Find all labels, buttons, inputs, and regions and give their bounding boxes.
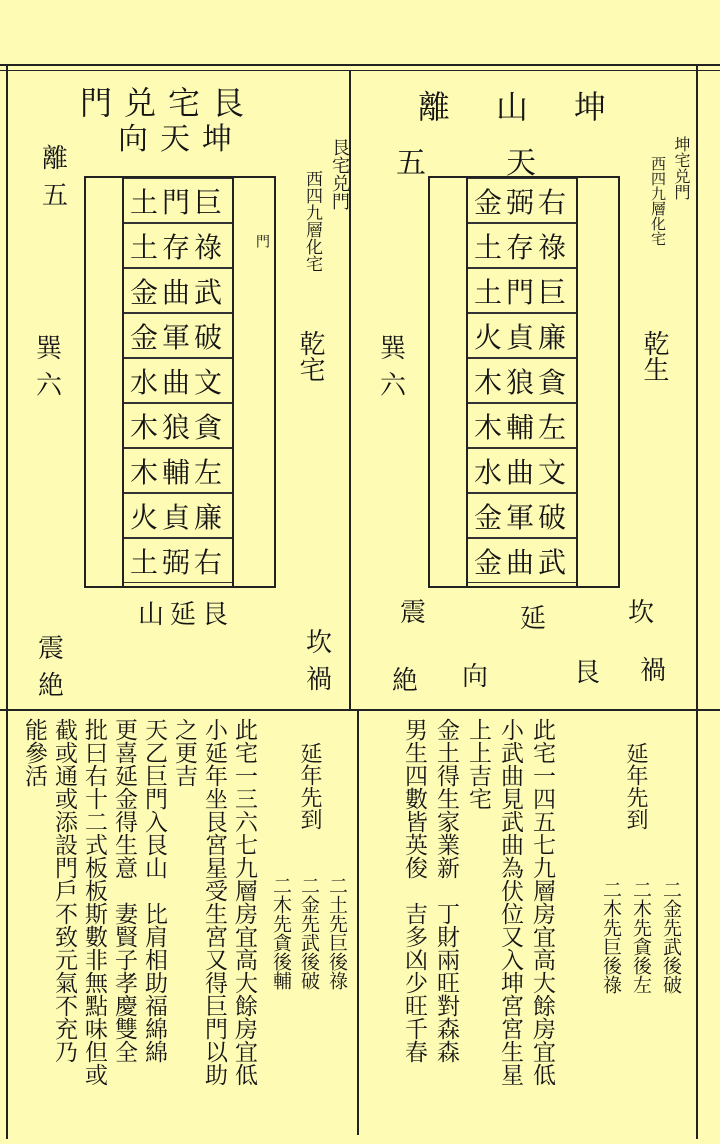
star-label: 文曲水 <box>473 455 570 489</box>
right-side-note-2: 西四九層化宅 <box>649 156 667 246</box>
star-label: 武曲金 <box>129 275 226 309</box>
left-title-1: 艮宅兑門 <box>80 84 257 122</box>
star-row <box>124 358 232 403</box>
right-bottom-yan: 延 <box>520 604 547 634</box>
star-row <box>468 538 576 583</box>
star-row <box>124 448 232 493</box>
left-side-note-2: 西四九層化宅 <box>302 170 322 272</box>
left-bottom-right: 坎禍 <box>306 628 333 695</box>
left-bottom-left: 震絶 <box>38 634 65 701</box>
commentary-column: 此宅一四五七九層房宜高大餘房宜低 <box>529 718 555 1086</box>
right-star-list <box>468 178 576 583</box>
star-label: 破軍金 <box>473 500 570 534</box>
star-row <box>124 178 232 223</box>
lower-right-formula-3: 二木先巨後祿 <box>600 880 622 994</box>
star-row <box>468 403 576 448</box>
right-bottom-xiang: 向 <box>462 662 489 692</box>
star-row <box>468 223 576 268</box>
commentary-column: 之更吉 <box>171 718 197 787</box>
star-label: 廉貞火 <box>129 500 226 534</box>
star-label: 巨門土 <box>129 185 226 219</box>
star-label: 破軍金 <box>129 320 226 354</box>
left-title-2: 坤天向 <box>118 122 244 157</box>
commentary-column: 能參活 <box>21 718 47 787</box>
star-label: 右弼土 <box>129 545 226 579</box>
lower-right-heading: 延年先到 <box>623 742 648 830</box>
right-side-house: 乾生 <box>639 330 669 382</box>
star-label: 貪狼木 <box>473 365 570 399</box>
lower-left-formula-3: 二木先貪後輔 <box>270 876 292 990</box>
right-bottom-jue: 絶 <box>392 666 419 696</box>
left-side-small: 門 <box>254 234 270 248</box>
lower-left-formula-1: 二土先巨後祿 <box>326 876 348 990</box>
right-mid-xun: 巽六 <box>380 334 407 401</box>
lower-right-formula-2: 二木先貪後左 <box>630 880 652 994</box>
star-row <box>124 538 232 583</box>
star-row <box>124 313 232 358</box>
commentary-column: 小武曲見武曲為伏位又入坤宮宮生星 <box>497 718 523 1086</box>
star-row <box>468 358 576 403</box>
star-row <box>124 493 232 538</box>
star-label: 祿存土 <box>473 230 570 264</box>
commentary-column: 男生四數皆英俊 吉多凶少旺千春 <box>401 718 427 1063</box>
right-title-2: 天五 <box>396 146 616 181</box>
commentary-column: 小延年坐艮宮星受生宮又得巨門以助 <box>201 718 227 1086</box>
center-divider-lower <box>357 710 359 1135</box>
left-border <box>6 64 8 1139</box>
commentary-column: 天乙巨門入艮山 比肩相助福綿綿 <box>141 718 167 1063</box>
commentary-column: 截或通或添設門戶不致元氣不充乃 <box>51 718 77 1063</box>
left-star-list <box>124 178 232 583</box>
star-label: 貪狼木 <box>129 410 226 444</box>
right-title-1: 坤山離 <box>418 88 653 126</box>
star-label: 祿存土 <box>129 230 226 264</box>
star-label: 左輔木 <box>129 455 226 489</box>
top-rule <box>0 64 720 66</box>
top-rule-thin <box>0 70 720 71</box>
star-label: 武曲金 <box>473 545 570 579</box>
middle-rule <box>0 709 720 711</box>
star-label: 巨門土 <box>473 275 570 309</box>
star-row <box>468 313 576 358</box>
lower-right-formula-1: 二金先武後破 <box>660 880 682 994</box>
commentary-column: 批曰右十二式板板斯數非無點味但或 <box>81 718 107 1086</box>
left-side-note-1: 艮宅兑門 <box>329 138 350 210</box>
star-row <box>468 448 576 493</box>
star-row <box>124 403 232 448</box>
star-label: 文曲水 <box>129 365 226 399</box>
star-label: 廉貞火 <box>473 320 570 354</box>
right-border <box>696 64 698 1139</box>
right-bottom-huo: 禍 <box>640 656 667 686</box>
lower-left-heading: 延年先到 <box>297 742 322 830</box>
right-bottom-gen: 艮 <box>574 658 601 688</box>
star-row <box>468 493 576 538</box>
commentary-column: 金土得生家業新 丁財兩旺對森森 <box>433 718 459 1063</box>
left-mid-xun: 巽六 <box>36 334 63 401</box>
star-row <box>468 268 576 313</box>
lower-left-formula-2: 二金先武後破 <box>298 876 320 990</box>
star-row <box>124 268 232 313</box>
star-row <box>124 223 232 268</box>
star-label: 左輔木 <box>473 410 570 444</box>
right-bottom-zhen: 震 <box>400 598 427 628</box>
commentary-column: 此宅一三六七九層房宜高大餘房宜低 <box>231 718 257 1086</box>
left-corner-li-wu: 離五 <box>42 144 69 211</box>
star-row <box>468 178 576 223</box>
left-bottom-line: 艮延山 <box>138 600 235 630</box>
commentary-column: 更喜延金得生意 妻賢子孝慶雙全 <box>111 718 137 1063</box>
star-label: 右弼金 <box>473 185 570 219</box>
right-bottom-kan: 坎 <box>628 598 655 628</box>
left-side-house: 乾宅 <box>295 330 325 382</box>
right-side-note-1: 坤宅兑門 <box>672 136 691 200</box>
commentary-column: 上上吉宅 <box>465 718 491 810</box>
